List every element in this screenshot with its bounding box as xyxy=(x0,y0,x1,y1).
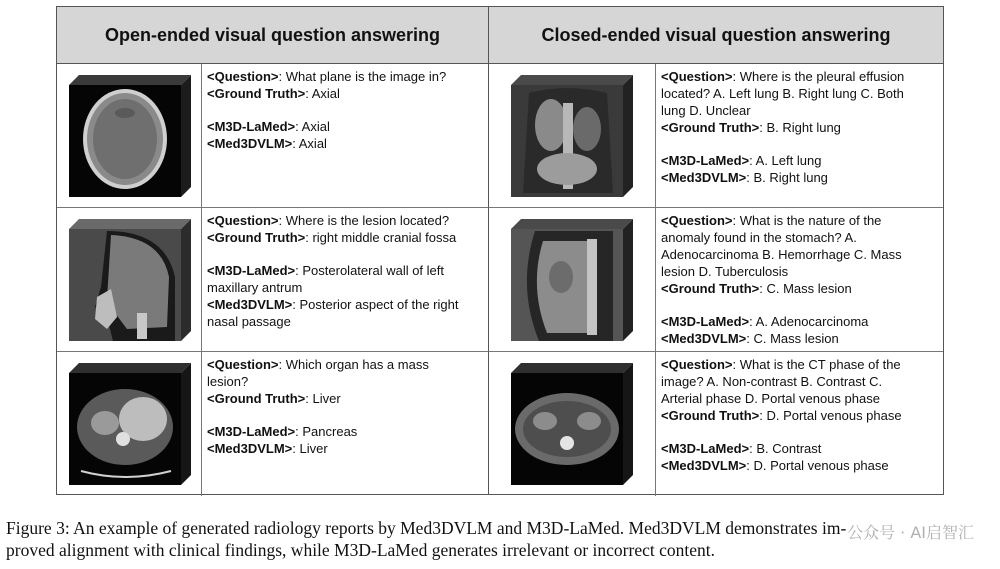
m3d-tag: <M3D-LaMed> xyxy=(661,314,750,329)
watermark-text: 公众号 · AI启智汇 xyxy=(847,523,974,542)
question-tag: <Question> xyxy=(661,357,733,372)
med3dvlm-tag: <Med3DVLM> xyxy=(661,170,747,185)
ground-truth-tag: <Ground Truth> xyxy=(661,281,760,296)
open-qa-cell-2: <Question>: Where is the lesion located? <Ground Truth>: right middle cranial fossa <M3D-LaMed>: Posterolateral wall of left maxillary antrum <Med3DVLM>: Posterior aspect of the right nasal passage xyxy=(202,208,489,352)
closed-qa-cell-2: <Question>: What is the nature of the anomaly found in the stomach? A. Adenocarcinoma B. Hemorrhage C. Mass lesion D. Tuberculosis <Ground Truth>: C. Mass lesion <M3D-LaMed>: A. Adenocarcinoma <Med3DVLM>: C. Mass lesion xyxy=(656,208,943,352)
ground-truth-tag: <Ground Truth> xyxy=(207,391,306,406)
question-tag: <Question> xyxy=(207,213,279,228)
m3d-tag: <M3D-LaMed> xyxy=(661,153,750,168)
axial-abdomen-phase-ct-image xyxy=(509,361,635,487)
closed-qa-cell-3: <Question>: What is the CT phase of the image? A. Non-contrast B. Contrast C. Arterial phase D. Portal venous phase <Ground Truth>: D. Portal venous phase <M3D-LaMed>: B. Contrast <Med3DVLM>: D. Portal venous phase xyxy=(661,357,902,473)
caption-line-1: Figure 3: An example of generated radiology reports by Med3DVLM and M3D-LaMed. Med3DVLM demonstrates im- xyxy=(6,518,847,538)
question-tag: <Question> xyxy=(661,213,733,228)
figure-table xyxy=(56,6,944,495)
ground-truth-tag: <Ground Truth> xyxy=(207,230,306,245)
open-qa-cell-1: <Question>: What plane is the image in? <Ground Truth>: Axial <M3D-LaMed>: Axial <Med3DVLM>: Axial xyxy=(202,64,489,208)
ground-truth-tag: <Ground Truth> xyxy=(207,86,306,101)
watermark xyxy=(847,520,974,543)
m3d-tag: <M3D-LaMed> xyxy=(207,424,296,439)
caption-line-2: proved alignment with clinical findings, while M3D-LaMed generates irrelevant or incorrect content. xyxy=(6,540,715,560)
coronal-chest-abdomen-ct-image xyxy=(509,73,635,199)
m3d-tag: <M3D-LaMed> xyxy=(661,441,750,456)
header-closed-ended: Closed-ended visual question answering xyxy=(489,7,943,64)
image-cell xyxy=(57,352,202,496)
question-tag: <Question> xyxy=(207,357,279,372)
image-cell xyxy=(489,352,656,496)
axial-brain-ct-image xyxy=(67,73,193,199)
m3d-tag: <M3D-LaMed> xyxy=(207,119,296,134)
med3dvlm-tag: <Med3DVLM> xyxy=(661,458,747,473)
med3dvlm-tag: <Med3DVLM> xyxy=(207,136,293,151)
sagittal-abdomen-ct-image xyxy=(509,217,635,343)
image-cell xyxy=(489,64,656,208)
open-qa-cell-3: <Question>: Which organ has a mass lesion? <Ground Truth>: Liver <M3D-LaMed>: Pancreas <Med3DVLM>: Liver xyxy=(202,352,489,494)
med3dvlm-tag: <Med3DVLM> xyxy=(661,331,747,346)
sagittal-head-ct-image xyxy=(67,217,193,343)
image-cell xyxy=(57,208,202,352)
med3dvlm-tag: <Med3DVLM> xyxy=(207,297,293,312)
m3d-tag: <M3D-LaMed> xyxy=(207,263,296,278)
question-tag: <Question> xyxy=(207,69,279,84)
axial-abdomen-liver-ct-image xyxy=(67,361,193,487)
med3dvlm-tag: <Med3DVLM> xyxy=(207,441,293,456)
question-tag: <Question> xyxy=(661,69,733,84)
image-cell xyxy=(489,208,656,352)
image-cell xyxy=(57,64,202,208)
header-open-ended: Open-ended visual question answering xyxy=(57,7,489,64)
ground-truth-tag: <Ground Truth> xyxy=(661,408,760,423)
ground-truth-tag: <Ground Truth> xyxy=(661,120,760,135)
closed-qa-cell-1: <Question>: Where is the pleural effusion located? A. Left lung B. Right lung C. Both lung D. Unclear <Ground Truth>: B. Right lung <M3D-LaMed>: A. Left lung <Med3DVLM>: B. Right lung xyxy=(656,64,943,208)
